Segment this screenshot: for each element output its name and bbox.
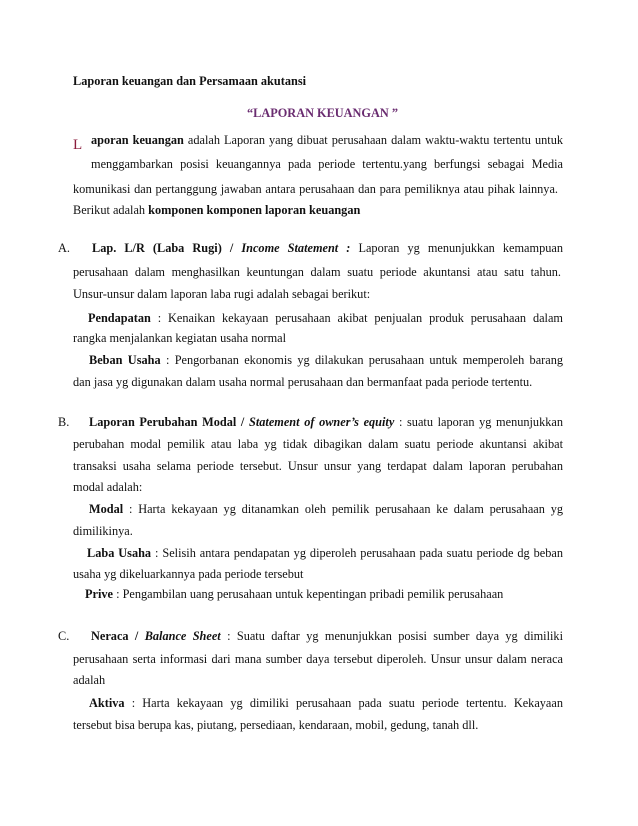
aktiva-item (89, 695, 563, 711)
prive-term: Prive (85, 587, 113, 601)
intro-line-1-rest: adalah Laporan yang dibuat perusahaan dalam waktu-waktu tertentu untuk (183, 133, 563, 147)
intro-line-3: komunikasi dan pertanggung jawaban antara perusahaan dan para pemiliknya atau pihak lainnya. (73, 182, 558, 196)
beban-usaha-desc: : Pengorbanan ekonomis yg dilakukan perusahaan untuk memperoleh barang (160, 353, 563, 367)
beban-usaha-line-2: dan jasa yg digunakan dalam usaha normal perusahaan dan bermanfaat pada periode tertentu. (73, 375, 533, 389)
drop-cap: L (73, 137, 83, 153)
section-a-title-bold: Lap. L/R (Laba Rugi) / (92, 241, 242, 255)
section-c-line-3: adalah (73, 673, 106, 687)
pendapatan-item (88, 310, 563, 326)
modal-line-2: dimilikinya. (73, 524, 133, 538)
beban-usaha-item (89, 352, 563, 368)
section-b-marker: B. (58, 415, 70, 429)
prive-item (85, 586, 503, 602)
section-a-title (92, 240, 563, 256)
beban-usaha-term: Beban Usaha (89, 353, 161, 367)
intro-term: aporan keuangan (91, 133, 184, 147)
modal-term: Modal (89, 502, 124, 516)
section-b-line-3: transaksi usaha selama periode tersebut. Unsur unsur yang terdapat dalam laporan perubahan (73, 459, 563, 473)
pendapatan-desc: : Kenaikan kekayaan perusahaan akibat penjualan produk perusahaan dalam (150, 311, 563, 325)
aktiva-desc: : Harta kekayaan yg dimiliki perusahaan pada suatu periode tertentu. Kekayaan (124, 696, 563, 710)
aktiva-line-2: tersebut bisa berupa kas, piutang, persediaan, kendaraan, mobil, gedung, tanah dll. (73, 718, 479, 732)
intro-line-4 (73, 202, 360, 218)
section-a-line-2: perusahaan dalam menghasilkan keuntungan dalam suatu periode akuntansi atau satu tahun. (73, 265, 561, 279)
section-a-title-rest: Laporan yg menunjukkan kemampuan (350, 241, 563, 255)
intro-line-2: menggambarkan posisi keuangannya pada periode tertentu.yang berfungsi sebagai Media (91, 157, 563, 171)
laba-usaha-line-2: usaha yg dikeluarkannya pada periode tersebut (73, 567, 304, 581)
section-b-line-4: modal adalah: (73, 480, 143, 494)
section-c-title-italic: Balance Sheet (144, 629, 221, 643)
document-heading: Laporan keuangan dan Persamaan akutansi (73, 74, 307, 88)
section-b-title-italic: Statement of owner’s equity (249, 415, 395, 429)
section-a-title-italic: Income Statement : (241, 241, 351, 255)
section-b-title (89, 414, 563, 430)
section-a-marker: A. (58, 241, 70, 255)
intro-line-4-lead: Berikut adalah (73, 203, 149, 217)
section-c-title (91, 628, 563, 644)
section-b-line-2: perubahan modal pemilik atau laba yg tidak dibagikan dalam suatu periode akuntansi akibat (73, 437, 563, 451)
section-c-line-2: perusahaan serta informasi dari mana sumber daya tersebut diperoleh. Unsur unsur dalam neraca (73, 652, 563, 666)
section-c-marker: C. (58, 629, 70, 643)
pendapatan-line-2: rangka menjalankan kegiatan usaha normal (73, 331, 287, 345)
center-title: “LAPORAN KEUANGAN ” (247, 106, 398, 120)
aktiva-term: Aktiva (89, 696, 125, 710)
prive-desc: : Pengambilan uang perusahaan untuk kepentingan pribadi pemilik perusahaan (113, 587, 504, 601)
laba-usaha-desc: : Selisih antara pendapatan yg diperoleh perusahaan pada suatu periode dg beban (151, 546, 563, 560)
laba-usaha-term: Laba Usaha (87, 546, 152, 560)
intro-line-1 (91, 132, 563, 148)
section-c-title-rest: : Suatu daftar yg menunjukkan posisi sumber daya yg dimiliki (220, 629, 563, 643)
components-heading: komponen komponen laporan keuangan (148, 203, 361, 217)
modal-item (89, 501, 563, 517)
laba-usaha-item (87, 545, 563, 561)
section-b-title-bold: Laporan Perubahan Modal / (89, 415, 249, 429)
modal-desc: : Harta kekayaan yg ditanamkan oleh pemilik perusahaan ke dalam perusahaan yg (123, 502, 563, 516)
section-c-title-bold: Neraca / (91, 629, 145, 643)
section-a-line-3: Unsur-unsur dalam laporan laba rugi adalah sebagai berikut: (73, 287, 371, 301)
pendapatan-term: Pendapatan (88, 311, 151, 325)
section-b-title-rest: : suatu laporan yg menunjukkan (394, 415, 563, 429)
